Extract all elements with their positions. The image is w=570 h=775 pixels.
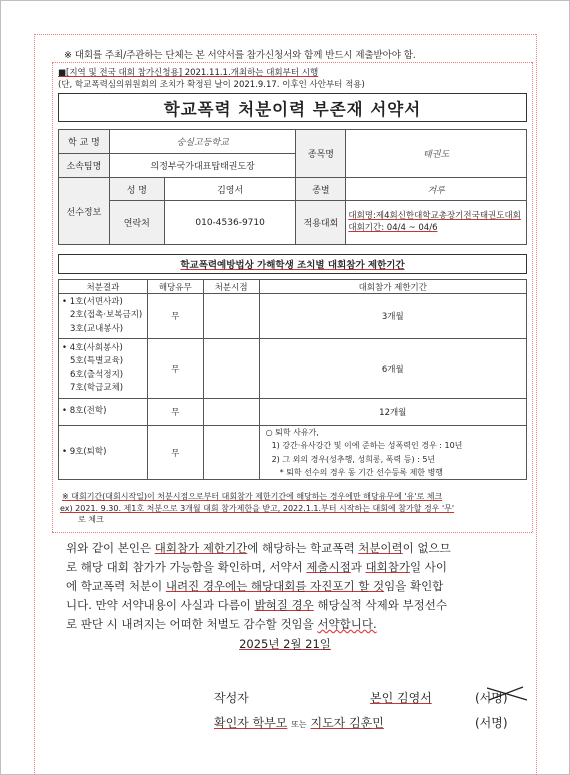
restriction-section-title (58, 254, 527, 274)
applicable-cell: 무 (147, 339, 203, 399)
pledge-text: 에 해당하는 학교폭력 (247, 541, 359, 555)
competition-cell (346, 201, 527, 245)
footnote-check: ※ 대회기간(대회시작일)이 처분시점으로부터 대회참가 제한기간에 해당하는 경우에만 해당유무에 '유'로 체크 (62, 492, 443, 501)
contact-label: 연락처 (109, 201, 164, 245)
note-exception: (단, 학교폭력심의위원회의 조치가 확정된 날이 2021.9.17. 이후인 사안부터 적용) (58, 80, 365, 90)
event-label: 종목명 (296, 130, 346, 178)
pledge-date (0, 636, 570, 652)
result-item: 3호(교내봉사) (70, 323, 124, 334)
result-cell (59, 426, 148, 480)
result-item: • 1호(서면사과) (62, 297, 123, 308)
pledge-line (66, 615, 521, 634)
writer-sign-mark: (서명) (475, 691, 508, 705)
confirmer-label: 확인자 학부모 (214, 716, 288, 730)
pledge-emph: 대회참가 제한기간 (154, 541, 248, 555)
confirmer-sign-mark: (서명) (475, 716, 508, 730)
pledge-line (66, 596, 521, 615)
event-value: 태권도 (346, 130, 527, 178)
expulsion-detail-cell (259, 426, 526, 480)
period-cell: 12개월 (259, 399, 526, 426)
name-value: 김영서 (164, 178, 296, 201)
restriction-table (58, 279, 527, 480)
note-application: ■[지역 및 전국 대회 참가신청용] 2021.11.1.개최하는 대회부터 시행 (58, 68, 319, 78)
header-time: 처분시점 (203, 280, 259, 294)
margin-guide-left (34, 34, 35, 775)
coach-label: 지도자 김훈민 (310, 716, 384, 730)
pledge-text: 에 학교폭력 처분이 (66, 579, 166, 593)
inner-guide-left (52, 62, 53, 532)
result-item: • 8호(전학) (62, 406, 107, 417)
inner-guide-top (52, 62, 532, 63)
pledge-text: 해당실적 삭제와 부정선수 (313, 598, 447, 612)
applicable-cell: 무 (147, 399, 203, 426)
document-title: 학교폭력 처분이력 부존재 서약서 (58, 93, 527, 122)
header-period: 대회참가 제한기간 (259, 280, 526, 294)
header-result: 처분결과 (59, 280, 148, 294)
result-item: • 9호(퇴학) (62, 446, 107, 457)
pledge-emph: 내려진 경우에는 해당대회를 자진포기 할 것 (165, 579, 385, 593)
time-cell (203, 294, 259, 339)
category-label: 종별 (296, 178, 346, 201)
pledge-text: 일 사이 (409, 560, 447, 574)
margin-guide-right (536, 34, 537, 775)
competition-name: 대회명:제4회신한대학교총장기전국태권도대회 (348, 211, 521, 222)
pledge-text: 위와 같이 본인은 (66, 541, 155, 555)
contact-value: 010-4536-9710 (164, 201, 296, 245)
result-item: 7호(학급교체) (70, 382, 124, 393)
pledge-emph: 제출시점 (306, 560, 351, 574)
period-cell: 6개월 (259, 339, 526, 399)
detail-line: 2) 그 외의 경우(성추행, 성희롱, 폭력 등) : 5년 (271, 454, 436, 464)
school-value: 숭실고등학교 (109, 130, 296, 154)
result-item: 5호(특별교육) (70, 356, 124, 367)
team-label: 소속팀명 (59, 154, 110, 178)
footnote-example-end: 로 체크 (78, 515, 104, 524)
margin-guide-top (34, 34, 536, 35)
time-cell (203, 426, 259, 480)
header-applicable: 해당유무 (147, 280, 203, 294)
competition-label: 적용대회 (296, 201, 346, 245)
pledge-emph: 밝혀질 경우 (254, 598, 314, 612)
result-item: 6호(출석정지) (70, 369, 124, 380)
writer-name: 본인 김영서 (370, 691, 432, 705)
applicable-cell: 무 (147, 426, 203, 480)
result-cell (59, 294, 148, 339)
pledge-emph: 서약합니다. (317, 617, 377, 631)
pledge-line (66, 539, 521, 558)
table-row (59, 294, 527, 339)
detail-line: 1) 강간·유사강간 및 이에 준하는 성폭력인 경우 : 10년 (271, 441, 463, 451)
writer-label: 작성자 (214, 691, 249, 705)
pledge-emph: 처분이력 (358, 541, 403, 555)
pledge-paragraph (66, 539, 521, 634)
table-row (59, 399, 527, 426)
table-row (59, 339, 527, 399)
pledge-line (66, 558, 521, 577)
or-label: 또는 (291, 720, 307, 729)
player-info-label: 선수정보 (59, 178, 110, 245)
school-label: 학 교 명 (59, 130, 110, 154)
result-cell (59, 339, 148, 399)
category-value: 겨루 (346, 178, 527, 201)
pledge-text: 니다. 만약 서약내용이 사실과 다름이 (66, 598, 255, 612)
detail-line: ○ 퇴학 사유가, (265, 428, 319, 438)
date-text: 2025년 2월 21일 (239, 637, 331, 651)
time-cell (203, 399, 259, 426)
confirmer-line (214, 714, 384, 731)
result-item: 2호(접촉·보복금지) (70, 310, 143, 321)
pledge-text: 이 없으므 (402, 541, 451, 555)
inner-guide-right (532, 62, 533, 532)
pledge-text: 로 해당 대회 참가가 가능함을 확인하며, 서약서 (66, 560, 307, 574)
result-item: • 4호(사회봉사) (62, 343, 123, 354)
name-label: 성 명 (109, 178, 164, 201)
pledge-text: 과 (350, 560, 366, 574)
competition-period: 대회기간: 04/4 ~ 04/6 (348, 222, 438, 233)
submission-notice: ※ 대회를 주최/주관하는 단체는 본 서약서를 참가신청서와 함께 반드시 제출받아야 함. (64, 50, 416, 61)
result-cell (59, 399, 148, 426)
info-table (58, 129, 527, 245)
pledge-emph: 대회참가 (365, 560, 410, 574)
footnote-example: ex) 2021. 9.30. 제1호 처분으로 3개월 대회 참가제한을 받고, 2022.1.1.부터 시작하는 대회에 참가할 경우 '무' (60, 504, 455, 513)
pledge-text: 임을 확인합 (384, 579, 444, 593)
pledge-line (66, 577, 521, 596)
inner-guide-bottom (52, 532, 532, 533)
detail-line: * 퇴학 선수의 경우 동 기간 선수등록 제한 병행 (279, 467, 444, 477)
time-cell (203, 339, 259, 399)
table-row (59, 426, 527, 480)
restriction-title-text: 학교폭력예방법상 가해학생 조치별 대회참가 제한기간 (180, 260, 405, 271)
pledge-text: 로 판단 시 내려지는 어떠한 처벌도 감수할 것임을 (66, 617, 318, 631)
period-cell: 3개월 (259, 294, 526, 339)
applicable-cell: 무 (147, 294, 203, 339)
signature-scribble-icon (483, 684, 531, 704)
team-value: 의정부국가대표탑태권도장 (109, 154, 296, 178)
